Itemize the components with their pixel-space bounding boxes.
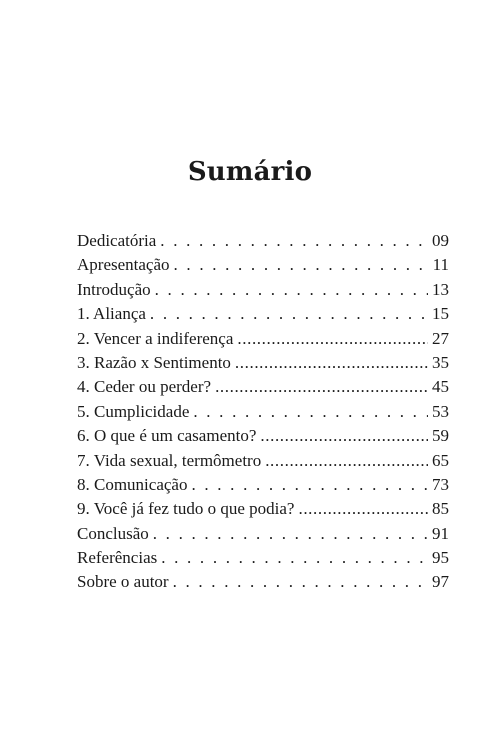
page-title: Sumário [187, 157, 313, 188]
toc-entry [77, 327, 449, 351]
toc-leader-dots [235, 351, 428, 375]
toc-entry [77, 424, 449, 448]
toc-entry [77, 546, 449, 570]
toc-entry [77, 253, 449, 277]
toc-entry-page: 91 [432, 523, 449, 543]
toc-entry-label: 3. Razão x Sentimento [77, 352, 231, 372]
toc-entry-label: Referências [77, 548, 158, 568]
toc-entry [77, 278, 449, 302]
toc-entry-page: 65 [432, 450, 449, 470]
toc-entry [77, 570, 449, 594]
toc-entry-label: Apresentação [77, 255, 170, 275]
toc-entry-label: Conclusão [77, 523, 149, 543]
toc-leader-dots [215, 375, 428, 399]
toc-entry [77, 400, 449, 424]
toc-leader-dots [153, 522, 428, 546]
table-of-contents [77, 229, 449, 595]
toc-entry [77, 351, 449, 375]
toc-entry-page: 95 [432, 548, 449, 568]
toc-entry-label: 7. Vida sexual, termômetro [77, 450, 262, 470]
toc-entry-page: 73 [432, 474, 449, 494]
toc-leader-dots [298, 497, 428, 521]
toc-entry-page: 85 [432, 499, 449, 519]
toc-entry-page: 09 [432, 231, 449, 250]
toc-entry-label: Introdução [77, 279, 151, 299]
toc-entry-page: 27 [432, 328, 449, 348]
toc-entry-label: Sobre o autor [77, 572, 169, 592]
toc-entry [77, 302, 449, 326]
toc-leader-dots [160, 229, 428, 253]
toc-entry [77, 522, 449, 546]
toc-leader-dots [237, 327, 428, 351]
toc-entry-label: 6. O que é um casamento? [77, 426, 257, 446]
toc-entry-label: Dedicatória [77, 231, 157, 250]
toc-entry-page: 53 [432, 401, 449, 421]
toc-entry [77, 449, 449, 473]
toc-leader-dots [174, 253, 429, 277]
toc-entry-label: 9. Você já fez tudo o que podia? [77, 499, 295, 519]
toc-leader-dots [161, 546, 428, 570]
toc-leader-dots [265, 449, 428, 473]
toc-entry-page: 45 [432, 377, 449, 397]
toc-entry [77, 497, 449, 521]
toc-entry-page: 15 [432, 304, 449, 324]
toc-entry-label: 8. Comunicação [77, 474, 188, 494]
toc-leader-dots [150, 302, 428, 326]
toc-entry [77, 375, 449, 399]
toc-entry-page: 13 [432, 279, 449, 299]
toc-entry-label: 5. Cumplicidade [77, 401, 190, 421]
toc-entry-label: 2. Vencer a indiferença [77, 328, 234, 348]
toc-leader-dots [191, 473, 428, 497]
toc-leader-dots [193, 400, 428, 424]
toc-entry [77, 473, 449, 497]
toc-entry-label: 1. Aliança [77, 304, 146, 324]
toc-entry-page: 35 [432, 352, 449, 372]
toc-entry-label: 4. Ceder ou perder? [77, 377, 212, 397]
toc-leader-dots [173, 570, 428, 594]
toc-leader-dots [155, 278, 428, 302]
toc-entry-page: 59 [432, 426, 449, 446]
toc-entry [77, 229, 449, 253]
toc-leader-dots [260, 424, 428, 448]
toc-entry-page: 97 [432, 572, 449, 592]
toc-entry-page: 11 [432, 255, 449, 275]
